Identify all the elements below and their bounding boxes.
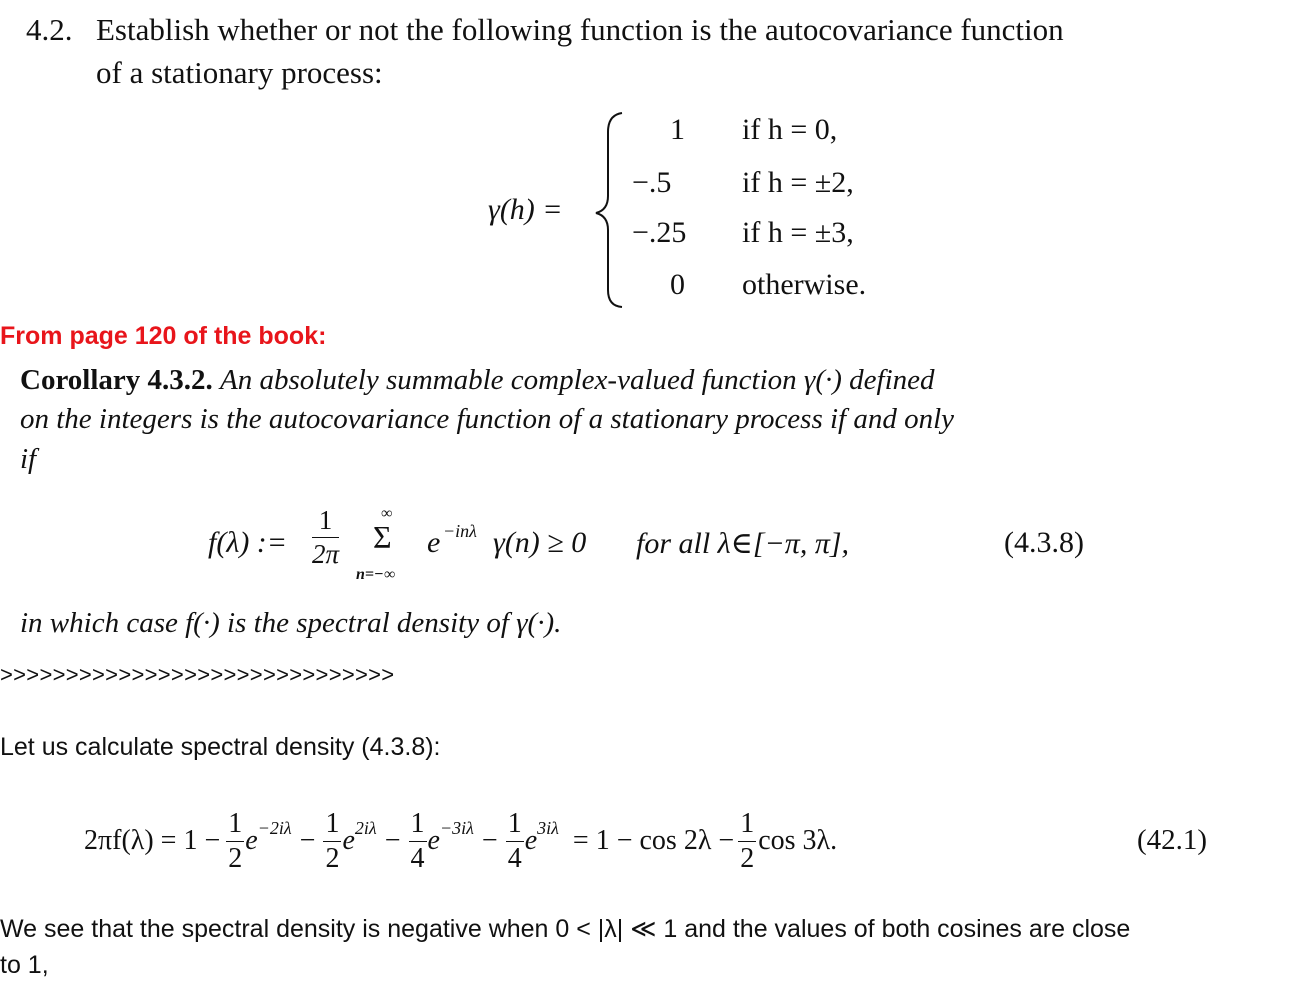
term4-exp: 3iλ bbox=[537, 817, 559, 838]
term3-den: 4 bbox=[410, 842, 425, 874]
eq-438-frac-den: 2π bbox=[312, 539, 340, 569]
conclusion-line2: to 1, bbox=[0, 951, 49, 979]
left-brace bbox=[592, 110, 632, 310]
conclusion-line1: We see that the spectral density is negative when 0 < |λ| ≪ 1 and the values of both cosines are close bbox=[0, 915, 1131, 943]
eq-438-fraction bbox=[312, 507, 339, 568]
case-condition-2: if h = ±3, bbox=[742, 216, 854, 249]
eq-438-exp: −inλ bbox=[443, 521, 477, 541]
term3-e: e bbox=[427, 825, 440, 856]
term4-minus: − bbox=[481, 825, 498, 856]
term1-exp: −2iλ bbox=[257, 817, 292, 838]
term2-minus: − bbox=[299, 825, 316, 856]
term4-num: 1 bbox=[506, 810, 524, 842]
eq-438-e: e bbox=[427, 526, 441, 559]
eq-438-lhs: f(λ) := bbox=[208, 526, 288, 559]
term2-den: 2 bbox=[325, 842, 340, 874]
term5-den: 2 bbox=[740, 842, 755, 874]
case-condition-3: otherwise. bbox=[742, 268, 867, 301]
case-value-1: −.5 bbox=[632, 166, 672, 199]
term5-num: 1 bbox=[738, 810, 756, 842]
eq-421-end: cos 3λ. bbox=[758, 825, 838, 856]
corollary-line3: if bbox=[20, 443, 37, 475]
problem-text-line1: Establish whether or not the following function is the autocovariance function bbox=[96, 12, 1064, 47]
corollary-closing: in which case f(·) is the spectral density of γ(·). bbox=[20, 607, 562, 639]
eq-438-rest: γ(n) ≥ 0 bbox=[493, 526, 587, 559]
eq-421-lhs: 2πf(λ) = 1 − bbox=[84, 825, 221, 856]
eq-421 bbox=[84, 801, 837, 881]
term3-exp: −3iλ bbox=[439, 817, 474, 838]
case-value-3: 0 bbox=[670, 268, 685, 301]
term1-num: 1 bbox=[226, 810, 244, 842]
sum-symbol: Σ bbox=[373, 519, 392, 555]
eq-438-condition: for all λ∈[−π, π], bbox=[636, 527, 850, 560]
term2-exp: 2iλ bbox=[354, 817, 377, 838]
source-note: From page 120 of the book: bbox=[0, 322, 327, 350]
gamma-lhs: γ(h) = bbox=[488, 193, 563, 226]
term2-e: e bbox=[342, 825, 355, 856]
case-value-0: 1 bbox=[670, 113, 685, 146]
term2-num: 1 bbox=[323, 810, 341, 842]
corollary-line2: on the integers is the autocovariance function of a stationary process if and only bbox=[20, 403, 955, 435]
case-condition-0: if h = 0, bbox=[742, 113, 838, 146]
term4-den: 4 bbox=[507, 842, 522, 874]
problem-number: 4.2. bbox=[26, 12, 73, 47]
corollary-label: Corollary 4.3.2. bbox=[20, 364, 213, 396]
corollary-text-1: An absolutely summable complex-valued function γ(·) defined bbox=[220, 364, 935, 396]
case-condition-1: if h = ±2, bbox=[742, 166, 854, 199]
term1-den: 2 bbox=[228, 842, 243, 874]
sum-lower: n=−∞ bbox=[356, 566, 396, 583]
eq-421-mid: = 1 − cos 2λ − bbox=[572, 825, 735, 856]
solution-intro: Let us calculate spectral density (4.3.8): bbox=[0, 733, 441, 761]
term1-e: e bbox=[245, 825, 258, 856]
eq-438-number: (4.3.8) bbox=[1004, 526, 1084, 559]
term3-minus: − bbox=[384, 825, 401, 856]
sum-upper: ∞ bbox=[381, 505, 393, 522]
term4-e: e bbox=[524, 825, 538, 856]
problem-text-line2: of a stationary process: bbox=[96, 55, 383, 90]
eq-438-frac-num: 1 bbox=[312, 507, 339, 538]
term3-num: 1 bbox=[409, 810, 427, 842]
corollary-line1 bbox=[20, 364, 935, 397]
case-value-2: −.25 bbox=[632, 216, 687, 249]
eq-421-number: (42.1) bbox=[1137, 824, 1208, 856]
separator: >>>>>>>>>>>>>>>>>>>>>>>>>>>>>> bbox=[0, 662, 395, 687]
